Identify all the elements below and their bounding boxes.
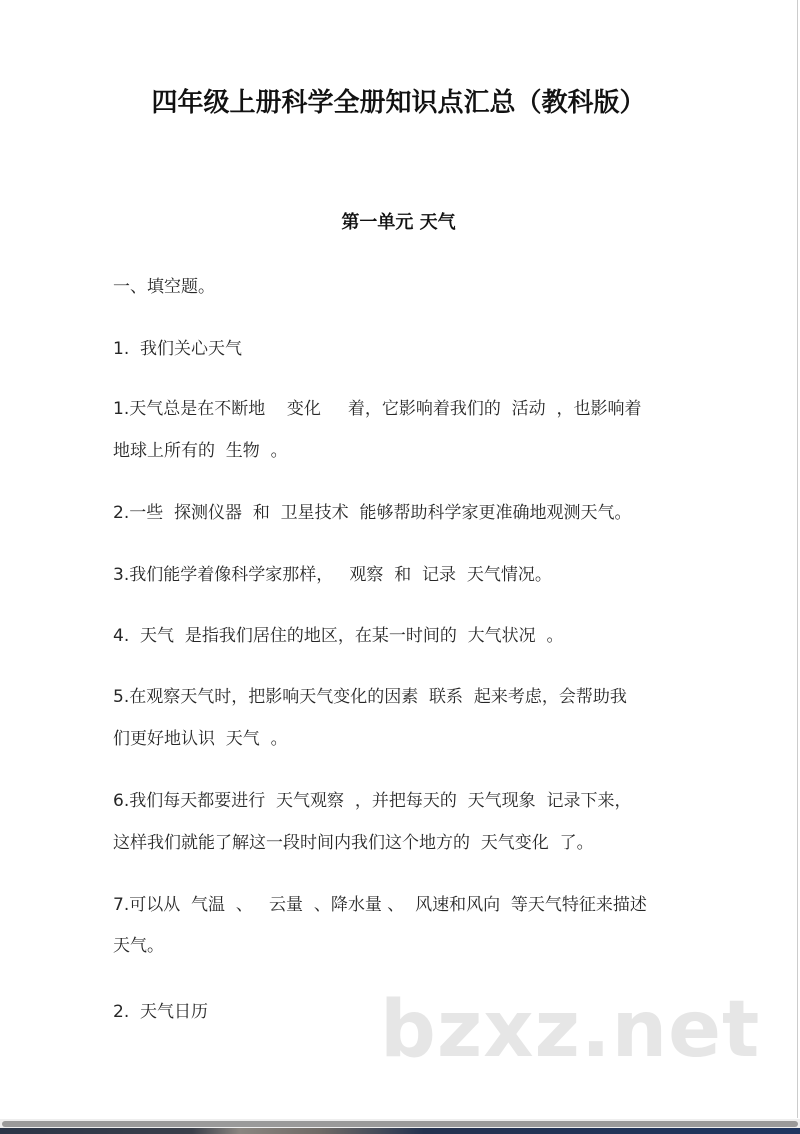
text-line: 5.在观察天气时，把影响天气变化的因素 联系 起来考虑，会帮助我 (113, 687, 627, 707)
watermark: bzxz.net (380, 985, 761, 1075)
text-line: 2.一些 探测仪器 和 卫星技术 能够帮助科学家更准确地观测天气。 (113, 503, 632, 523)
text-line: 3.我们能学着像科学家那样， 观察 和 记录 天气情况。 (113, 565, 552, 585)
text-line: 天气。 (113, 936, 164, 956)
text-line: 地球上所有的 生物 。 (113, 441, 288, 461)
text-line: 这样我们就能了解这一段时间内我们这个地方的 天气变化 了。 (113, 833, 594, 853)
unit-heading: 第一单元 天气 (341, 212, 456, 233)
scrollbar-thumb[interactable] (2, 1121, 798, 1127)
text-line: 4. 天气 是指我们居住的地区，在某一时间的 大气状况 。 (113, 626, 564, 646)
horizontal-scrollbar[interactable] (0, 1119, 800, 1128)
section-heading: 一、填空题。 (113, 277, 215, 297)
subsection-heading: 2. 天气日历 (113, 1002, 209, 1022)
subsection-heading: 1. 我们关心天气 (113, 339, 243, 359)
text-line: 1.天气总是在不断地 变化 着，它影响着我们的 活动 ，也影响着 (113, 399, 642, 419)
text-line: 6.我们每天都要进行 天气观察 ，并把每天的 天气现象 记录下来， (113, 791, 632, 811)
text-line: 们更好地认识 天气 。 (113, 729, 288, 749)
text-line: 7.可以从 气温 、 云量 、降水量 、 风速和风向 等天气特征来描述 (113, 895, 647, 915)
document-title: 四年级上册科学全册知识点汇总（教科版） (151, 88, 646, 118)
desktop-background-strip (0, 1128, 800, 1134)
